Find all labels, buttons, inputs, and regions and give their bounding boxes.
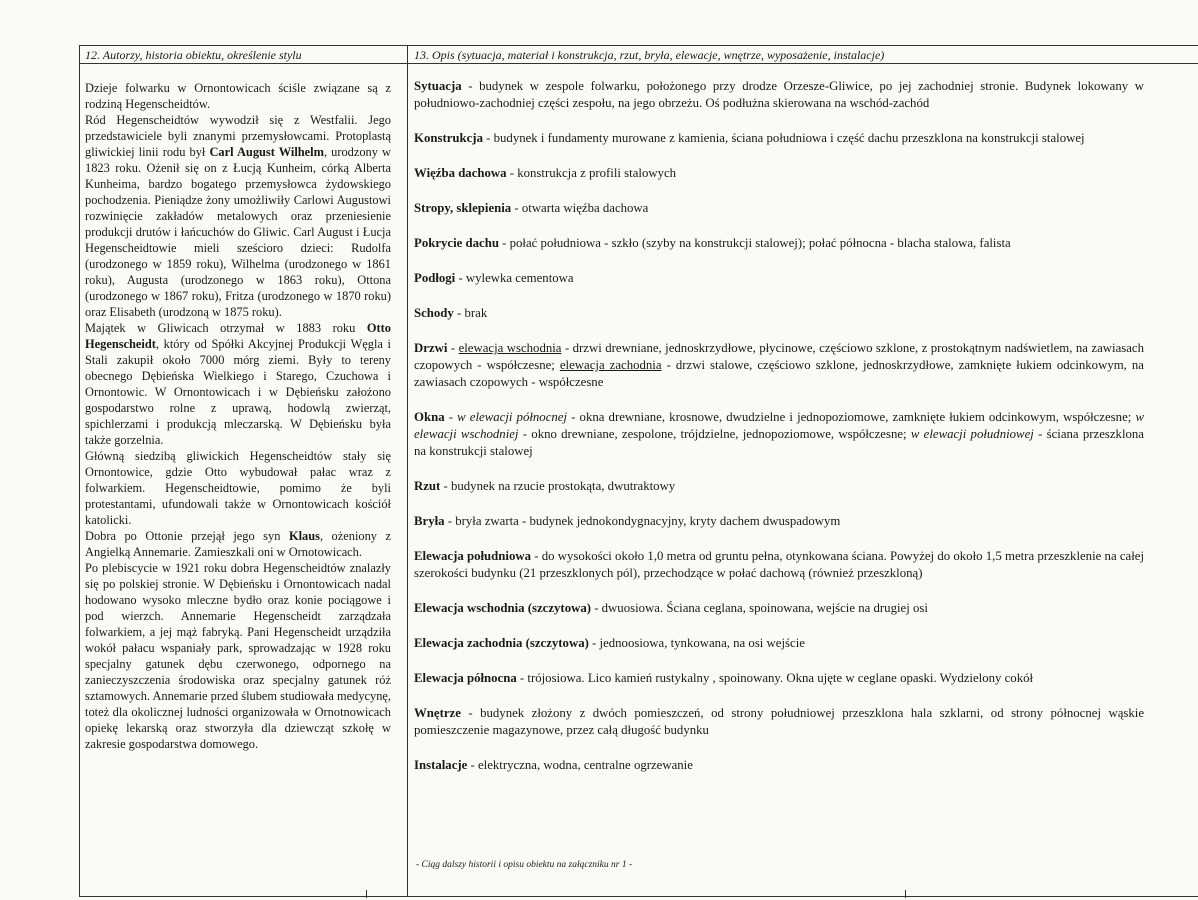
history-paragraph: Ród Hegenscheidtów wywodził się z Westfalii. Jego przedstawiciele byli znanymi przemysłowcami. Protoplastą gliwickiej linii rodu był Carl August Wilhelm, urodzony w 1823 roku. Ożenił się on z Łucją Kunheim, córką Alberta Kunheima, bardzo bogatego przemysłowca żydowskiego pochodzenia. Pieniądze żony umożliwiły Carlowi Augustowi rozwinięcie zakładów metalowych oraz przeniesienie produkcji drutów i łańcuchów do Gliwic. Carl August i Łucja Hegenscheidtowie mieli sześcioro dzieci: Rudolfa (urodzonego w 1859 roku), Wilhelma (urodzonego w 1861 roku), Augusta (urodzonego w 1863 roku), Ottona (urodzonego w 1867 roku), Fritza (urodzonego w 1870 roku) oraz Elisabeth (urodzoną w 1875 roku).: [85, 113, 392, 319]
description-konstrukcja: Konstrukcja - budynek i fundamenty murowane z kamienia, ściana południowa i część dachu przeszklona na konstrukcji stalowej: [414, 131, 1085, 145]
description-pokrycie: Pokrycie dachu - połać południowa - szkło (szyby na konstrukcji stalowej); połać północna - blacha stalowa, falista: [414, 236, 1011, 250]
description-sytuacja: Sytuacja - budynek w zespole folwarku, położonego przy drodze Orzesze-Gliwice, po jej zachodniej stronie. Budynek lokowany w południowo-zachodniej części zespołu, na jego obrzeżu. Oś podłużna skierowana na wschód-zachód: [414, 79, 1144, 110]
description-wiezba: Więźba dachowa - konstrukcja z profili stalowych: [414, 166, 677, 180]
history-paragraph: Główną siedzibą gliwickich Hegenscheidtów stały się Ornontowice, gdzie Otto wybudował pałac wraz z folwarkiem. Hegenscheidtowie, pomimo że byli protestantami, ufundowali także w Ornontowicach kościół katolicki.: [85, 449, 391, 527]
description-rzut: Rzut - budynek na rzucie prostokąta, dwutraktowy: [414, 479, 676, 493]
history-paragraph: Dobra po Ottonie przejął jego syn Klaus, ożeniony z Angielką Annemarie. Zamieszkali oni w Ornotowicach.: [85, 529, 392, 559]
description-elewacja-poludniowa: Elewacja południowa - do wysokości około 1,0 metra od gruntu pełna, otynkowana ściana. Powyżej do około 1,5 metra przeszklenie na całej szerokości budynku (21 przeszklonych pól), przechodzące w połać dachową (również przeszkloną): [414, 549, 1145, 580]
section-13-heading: 13. Opis (sytuacja, materiał i konstrukcja, rzut, bryła, elewacje, wnętrze, wyposażenie, instalacje): [414, 48, 885, 62]
section-12-heading: 12. Autorzy, historia obiektu, określenie stylu: [85, 48, 302, 62]
continuation-note: - Ciąg dalszy historii i opisu obiektu na załączniku nr 1 -: [416, 860, 633, 870]
description-schody: Schody - brak: [414, 306, 488, 320]
description-elewacja-polnocna: Elewacja północna - trójosiowa. Lico kamień rustykalny , spoinowany. Okna ujęte w ceglane opaski. Wydzielony cokół: [414, 671, 1034, 685]
table-top-border: [79, 45, 1198, 46]
description-okna: Okna - w elewacji północnej - okna drewniane, krosnowe, dwudzielne i jednopoziomowe, zamknięte łukiem odcinkowym, współczesne; w elewacji wschodniej - okno drewniane, zespolone, trójdzielne, jednopoziomowe, współczesne; w elewacji południowej - ściana przeszklona na konstrukcji stalowej: [414, 410, 1144, 458]
description-column: [414, 78, 1144, 792]
bottom-cell-divider: [905, 890, 906, 898]
description-wnetrze: Wnętrze - budynek złożony z dwóch pomieszczeń, od strony południowej przeszklona hala szklarni, od strony północnej wąskie pomieszczenie magazynowe, przez całą długość budynku: [414, 706, 1144, 737]
history-paragraph: Majątek w Gliwicach otrzymał w 1883 roku Otto Hegenscheidt, który od Spółki Akcyjnej Produkcji Węgla i Stali zakupił około 7000 mórg ziemi. Były to tereny obecnego Dębieńska Wielkiego i Starego, Czuchowa i Ornontowic. W Ornontowicach i w Dębieńsku założono gospodarstwo rolne z uprawą, hodowlą zwierząt, spichlerzami i produkcją mleczarską. W Dębieńsku była także gorzelnia.: [85, 321, 391, 447]
header-divider: [79, 63, 1198, 64]
bottom-cell-divider: [366, 890, 367, 898]
description-instalacje: Instalacje - elektryczna, wodna, centralne ogrzewanie: [414, 758, 693, 772]
description-drzwi: Drzwi - elewacja wschodnia - drzwi drewniane, jednoskrzydłowe, płycinowe, częściowo szklone, z prostokątnym nadświetlem, na zawiasach czopowych - współczesne; elewacja zachodnia - drzwi stalowe, częściowo szklone, jednoskrzydłowe, zamknięte łukiem odcinkowym, na zawiasach czopowych - współczesne: [414, 341, 1145, 389]
description-podlogi: Podłogi - wylewka cementowa: [414, 271, 574, 285]
history-paragraph: Po plebiscycie w 1921 roku dobra Hegenscheidtów znalazły się po polskiej stronie. W Dębieńsku i Ornontowicach nadal hodowano wysoko mleczne bydło oraz konie pociągowe i pod wierzch. Annemarie Hegenscheidt zarządzała folwarkiem, a jej mąż fabryką. Pani Hegenscheidt urządziła wokół pałacu wspaniały park, sprowadzając w 1928 roku specjalny gatunek dębu czerwonego, odpornego na zanieczyszczenia środowiska oraz specjalny gatunek róż sztamowych. Annemarie przed ślubem studiowała medycynę, toteż dla okolicznej ludności organizowała w Ornotnowicach opiekę lekarską oraz stworzyła dla dziewcząt szkołę w zakresie gospodarstwa domowego.: [85, 561, 391, 751]
history-column: [85, 80, 391, 752]
description-stropy: Stropy, sklepienia - otwarta więźba dachowa: [414, 201, 649, 215]
description-elewacja-zachodnia: Elewacja zachodnia (szczytowa) - jednoosiowa, tynkowana, na osi wejście: [414, 636, 805, 650]
description-elewacja-wschodnia: Elewacja wschodnia (szczytowa) - dwuosiowa. Ściana ceglana, spoinowana, wejście na drugiej osi: [414, 601, 928, 615]
table-bottom-border: [79, 896, 1198, 897]
column-divider: [407, 45, 408, 896]
history-paragraph: Dzieje folwarku w Ornontowicach ściśle związane są z rodziną Hegenscheidtów.: [85, 81, 391, 111]
left-border: [79, 45, 80, 896]
description-bryla: Bryła - bryła zwarta - budynek jednokondygnacyjny, kryty dachem dwuspadowym: [414, 514, 841, 528]
